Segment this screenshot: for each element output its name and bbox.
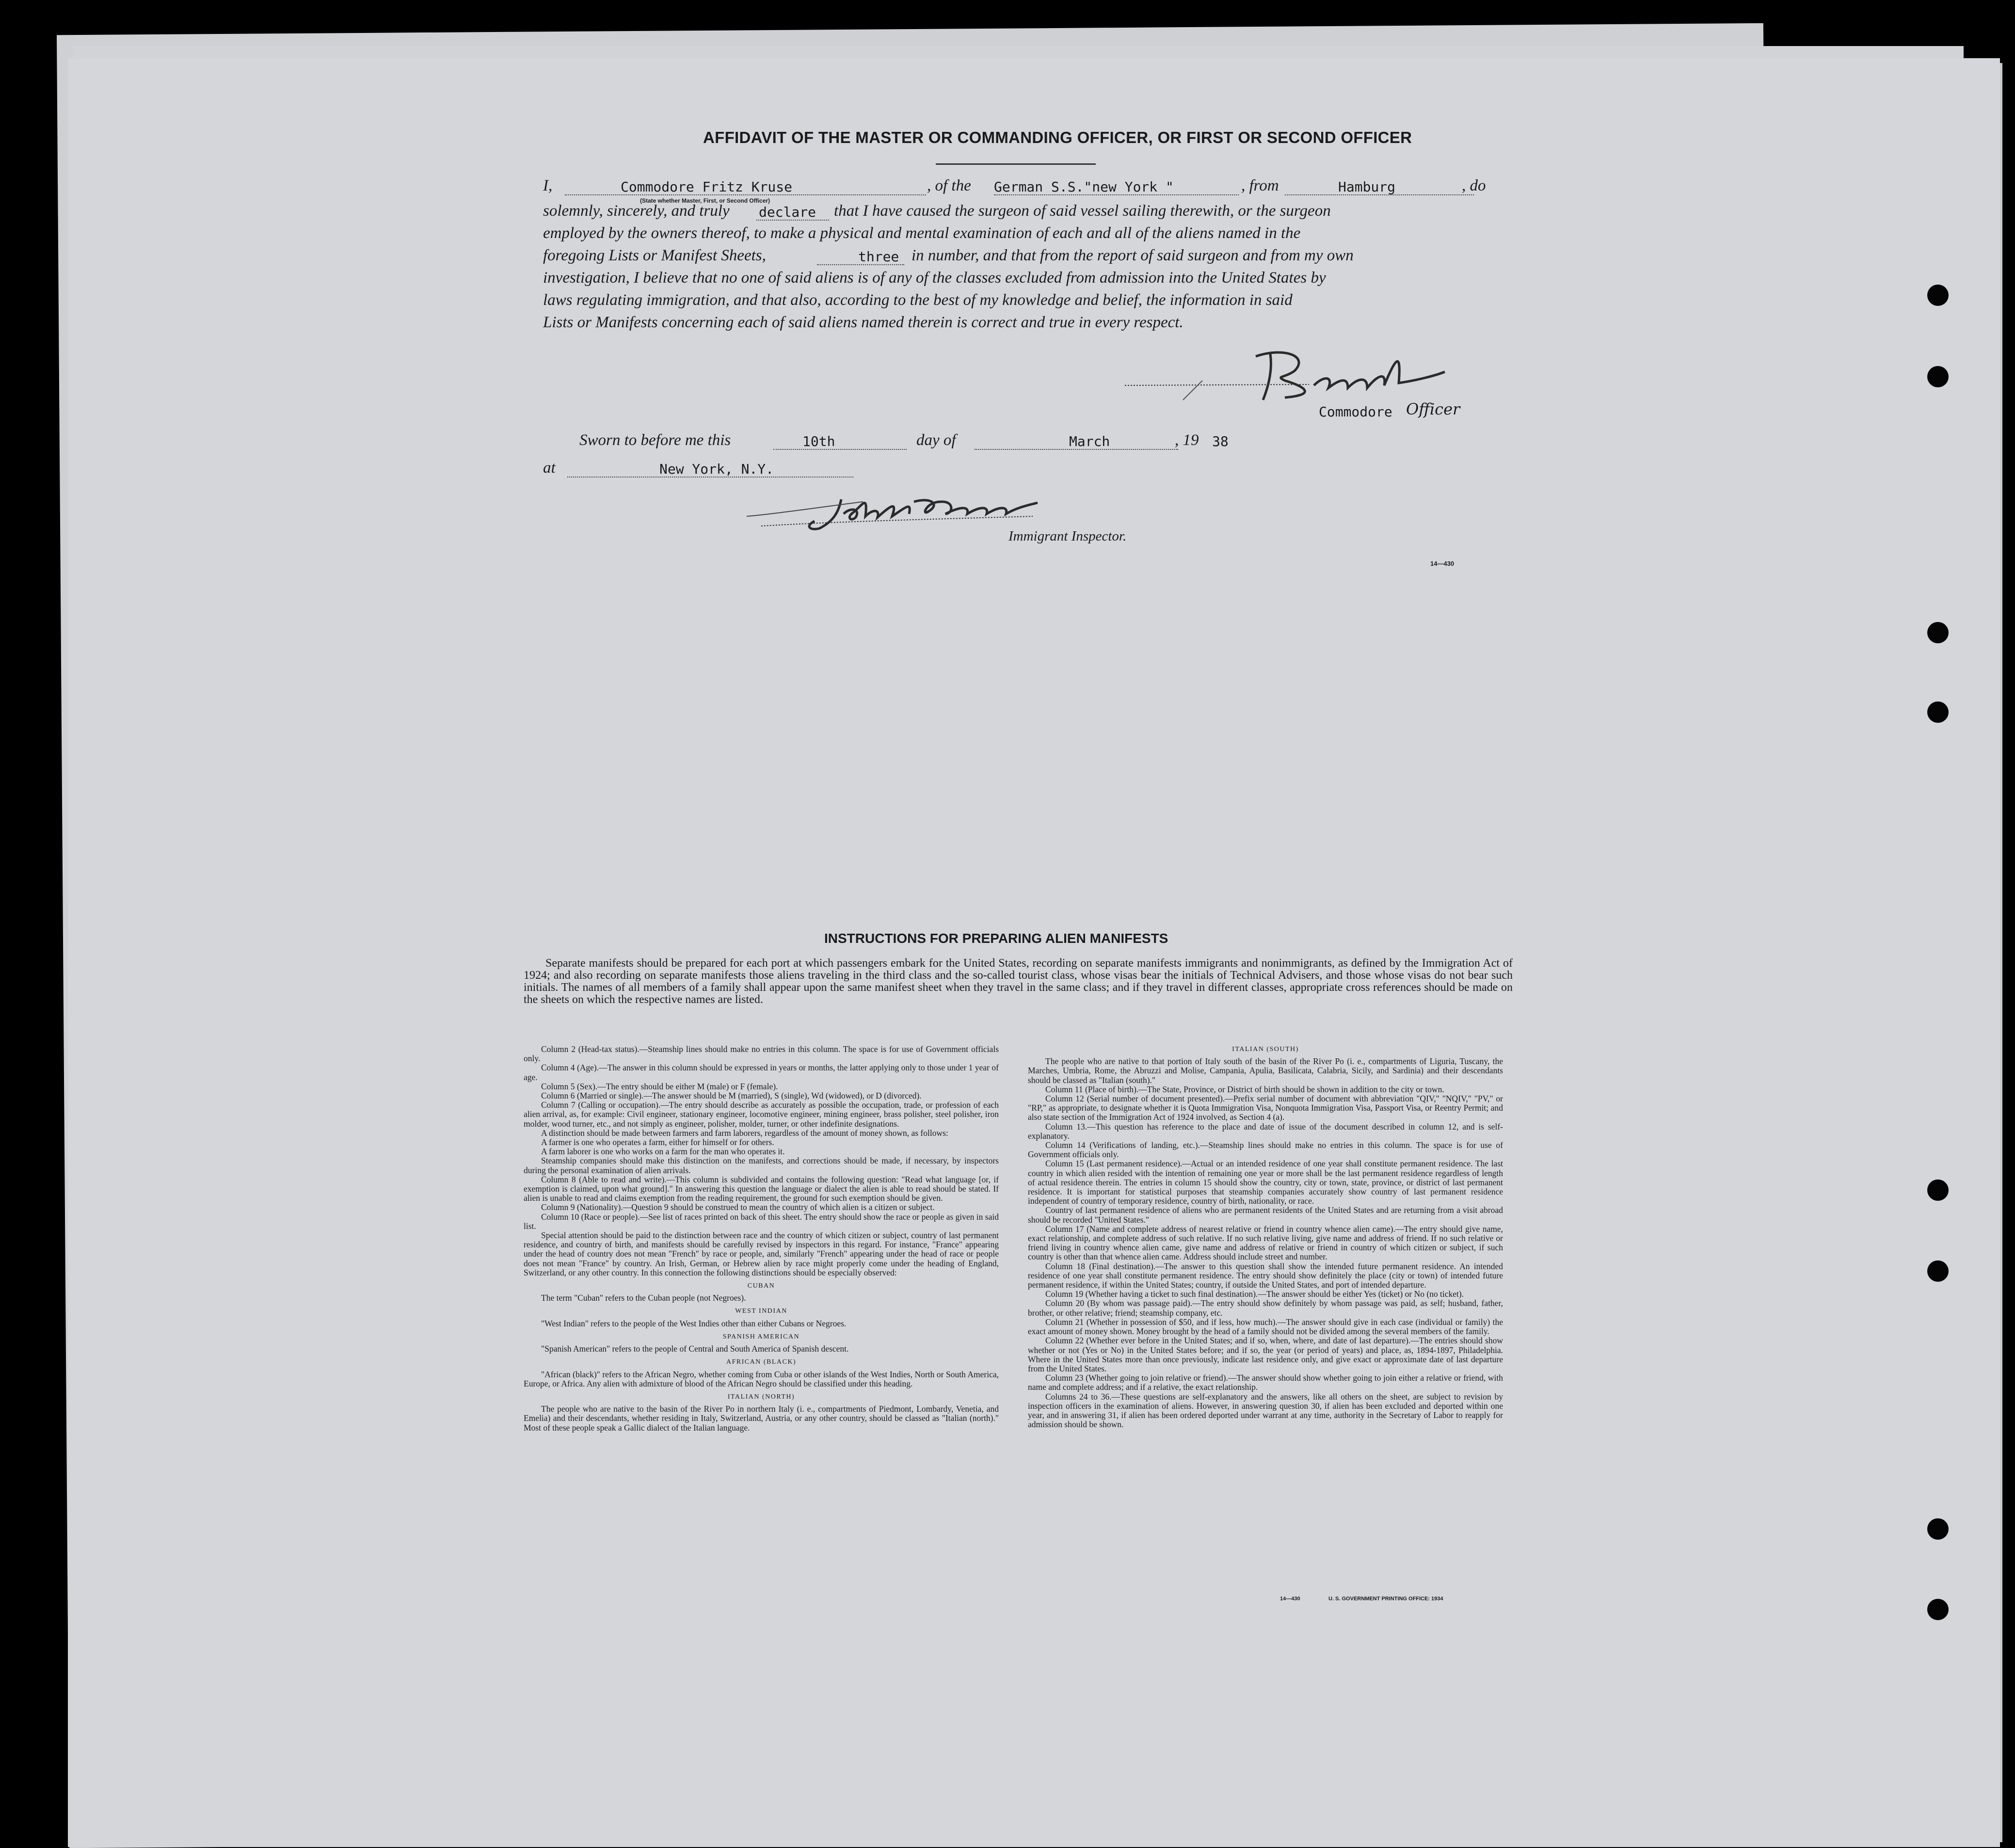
text: day of (916, 431, 956, 449)
text: in number, and that from the report of said surgeon and from my own (912, 247, 1354, 264)
officer-name: Commodore Fritz Kruse (621, 179, 793, 195)
title-rule (936, 163, 1096, 165)
paragraph: Column 10 (Race or people).—See list of races printed on back of this sheet. The entry should show the race or people as given in said list. (524, 1211, 999, 1231)
section-heading: ITALIAN (SOUTH) (1232, 1046, 1299, 1053)
inspector-label: Immigrant Inspector. (1008, 528, 1127, 544)
footer-printer: U. S. GOVERNMENT PRINTING OFFICE: 1934 (1328, 1596, 1443, 1602)
text: at (543, 459, 556, 477)
punch-hole (1927, 1179, 1949, 1201)
paragraph: A farmer is one who operates a farm, either for himself or for others. (541, 1137, 774, 1147)
sworn-year: 38 (1212, 433, 1229, 449)
instructions-right-column (1028, 1045, 1503, 1429)
paragraph: Column 14 (Verifications of landing, etc.).—Steamship lines should make no entries in this column. The space is for use of Government officials only. (1028, 1140, 1503, 1160)
paragraph: A farm laborer is one who works on a farm for the man who operates it. (541, 1147, 785, 1157)
text: , from (1241, 177, 1279, 194)
text: , 19 (1175, 431, 1199, 449)
paragraph: The people who are native to the basin of the River Po in northern Italy (i. e., compartments of Piedmont, Lombardy, Venetia, and Emelia) and their descendants, whether residing in Italy, Switzerland, Austria, or any other country, should be classed as "Italian (north)." Most of these people speak a Gallic dialect of the Italian language. (524, 1404, 999, 1433)
punch-hole (1927, 285, 1949, 306)
affidavit-line-6: laws regulating immigration, and that also, according to the best of my knowledge and belief, the information in said (543, 291, 1293, 309)
paragraph: Column 18 (Final destination).—The answer to this question shall show the intended future permanent residence. An intended residence of one year shall constitute permanent residence. The entry should show definitely the place (city or town) of intended future permanent residence, if within the United States; country, if outside the United States, and port of intended departure. (1028, 1261, 1503, 1290)
text: Sworn to before me this (579, 431, 731, 449)
paragraph: Column 12 (Serial number of document presented).—Prefix serial number of document with abbreviation "QIV," "NQIV," "PV," or "RP," as appropriate, to designate whether it is Quota Immigration Visa, Nonquota Immigration Visa, Passport Visa, or Reentry Permit; and also state section of the Immigration Act of 1924 involved, as Section 4 (a). (1028, 1094, 1503, 1122)
affidavit-title: AFFIDAVIT OF THE MASTER OR COMMANDING OFFICER, OR FIRST OR SECOND OFFICER (703, 128, 1412, 146)
punch-hole (1927, 622, 1949, 643)
sworn-day: 10th (802, 433, 835, 449)
form-number: 14—430 (1430, 560, 1455, 567)
sworn-place: New York, N.Y. (659, 461, 774, 477)
paragraph: Column 4 (Age).—The answer in this column should be expressed in years or months, the latter applying only to those under 1 year of age. (524, 1063, 999, 1082)
paragraph: Column 7 (Calling or occupation).—The entry should describe as accurately as possible the occupation, trade, or profession of each alien arrival, as, for example: Civil engineer, stationary engineer, locomotive engineer, mining engineer, brass polisher, steel polisher, iron molder, wood turner, etc., and not simply as engineer, polisher, molder, turner, or other indefinite designations. (524, 1100, 999, 1129)
punch-hole (1927, 1518, 1949, 1540)
vessel-name: German S.S."new York " (994, 179, 1174, 195)
paragraph: "Spanish American" refers to the people of Central and South America of Spanish descent. (541, 1344, 849, 1354)
text: solemnly, sincerely, and truly (543, 202, 730, 220)
declaration-verb: declare (759, 204, 816, 220)
paragraph: "African (black)" refers to the African Negro, whether coming from Cuba or other islands of the West Indies, North or South America, Europe, or Africa. Any alien with admixture of blood of the African Negro should be classified under this heading. (524, 1369, 999, 1388)
field-hint: (State whether Master, First, or Second Officer) (640, 197, 770, 204)
section-heading: WEST INDIAN (735, 1307, 787, 1315)
paragraph: Column 17 (Name and complete address of nearest relative or friend in country whence alien came).—The entry should give name, exact relationship, and complete address of such relative. If no such relative living, give name and address of friend. If no such relative or friend living in country whence alien came, give name and address of relative or friend in country of which citizen or subject, if such country is other than that whence alien came. Address should include street and number. (1028, 1224, 1503, 1262)
paragraph: "West Indian" refers to the people of the West Indies other than either Cubans or Negroes. (541, 1318, 847, 1328)
paragraph: Column 13.—This question has reference to the place and date of issue of the document described in column 12, and is self-explanatory. (1028, 1121, 1503, 1141)
instructions-intro: Separate manifests should be prepared for each port at which passengers embark for the United States, recording on separate manifests immigrants and nonimmigrants, as defined by the Immigration Act of 1924; and also recording on separate manifests those aliens traveling in the third class and the so-called tourist class, whose visas bear the initials of Technical Advisers, and those whose visas do not bear such initials. The names of all members of a family shall appear upon the same manifest sheet when they travel in the same class; and if they travel in different classes, appropriate cross references should be made on the sheets on which the respective names are listed. (524, 957, 1513, 1006)
punch-hole (1927, 701, 1949, 723)
departure-port: Hamburg (1338, 179, 1396, 195)
section-heading: AFRICAN (BLACK) (726, 1358, 797, 1366)
punch-hole (1927, 366, 1949, 387)
affidavit-line-5: investigation, I believe that no one of said aliens is of any of the classes excluded from admission into the United States by (543, 269, 1326, 287)
text: , of the (927, 177, 971, 194)
paragraph: The people who are native to that portion of Italy south of the basin of the River Po (i. e., compartments of Liguria, Tuscany, the Marches, Umbria, Rome, the Abruzzi and Molise, Campania, Apulia, Basilicata, Calabria, Sicily, and Sardinia) and their descendants should be classed as "Italian (south)." (1028, 1056, 1503, 1085)
punch-hole (1927, 1260, 1949, 1282)
paragraph: A distinction should be made between farmers and farm laborers, regardless of the amount of money shown, as follows: (541, 1128, 948, 1138)
signer-title: Commodore (1319, 404, 1392, 420)
paragraph: Column 9 (Nationality).—Question 9 should be construed to mean the country of which alien is a citizen or subject. (541, 1202, 935, 1212)
footer-form-number: 14—430 (1280, 1596, 1300, 1602)
paragraph: Column 15 (Last permanent residence).—Actual or an intended residence of one year shall constitute permanent residence. The last country in which alien resided with the intention of remaining one year or more shall be the last permanent residence regardless of length of actual residence therein. The entries in column 15 should show the country, city or town, state, province, or district of last permanent residence. It is important for statistical purposes that steamship companies accurately show country of last permanent residence independent of country of temporary residence, country of birth, nationality, or race. (1028, 1159, 1503, 1206)
master-signature (1125, 342, 1503, 405)
affidavit-line-7: Lists or Manifests concerning each of said aliens named therein is correct and true in every respect. (543, 314, 1183, 331)
paragraph: Column 6 (Married or single).—The answer should be M (married), S (single), Wd (widowed), or D (divorced). (541, 1091, 922, 1101)
text: foregoing Lists or Manifest Sheets, (543, 247, 766, 264)
text: that I have caused the surgeon of said vessel sailing therewith, or the surgeon (834, 202, 1331, 220)
paragraph: Column 19 (Whether having a ticket to such final destination).—The answer should be either Yes (ticket) or No (no ticket). (1045, 1289, 1464, 1299)
sheet-count: three (858, 249, 899, 265)
instructions-left-column (524, 1045, 999, 1433)
paragraph: Country of last permanent residence of aliens who are permanent residents of the United States and are returning from a visit abroad should be recorded "United States." (1028, 1205, 1503, 1225)
section-heading: ITALIAN (NORTH) (727, 1393, 795, 1401)
instructions-title: INSTRUCTIONS FOR PREPARING ALIEN MANIFESTS (824, 931, 1168, 946)
text: I, (543, 177, 553, 194)
paragraph: Special attention should be paid to the distinction between race and the country of which citizen or subject, country of last permanent residence, and country of birth, and manifests should be carefully revised by inspectors in this regard. For instance, "France" appearing under the head of country does not mean "French" by race or people, and, similarly "French" appearing under the head of race or people does not mean "France" by country. An Irish, German, or Hebrew alien by race might properly come under the heading of England, Switzerland, or any other country. In this connection the following distinctions should be especially observed: (524, 1230, 999, 1277)
paragraph: Column 11 (Place of birth).—The State, Province, or District of birth should be shown in addition to the city or town. (1045, 1084, 1444, 1094)
affidavit-line-3: employed by the owners thereof, to make a physical and mental examination of each and all of the aliens named in the (543, 224, 1301, 242)
fill-line (773, 449, 907, 450)
signer-title-handwritten: Officer (1406, 400, 1460, 418)
paragraph: Column 21 (Whether in possession of $50, and if less, how much).—The answer should give in each case (individual or family) the exact amount of money shown. Money brought by the head of a family should not be divided among the several members of the family. (1028, 1317, 1503, 1337)
sworn-month: March (1069, 433, 1110, 449)
paragraph: Column 2 (Head-tax status).—Steamship lines should make no entries in this column. The space is for use of Government officials only. (524, 1044, 999, 1064)
text: , do (1462, 177, 1486, 194)
paragraph: The term "Cuban" refers to the Cuban people (not Negroes). (541, 1293, 746, 1303)
paragraph: Column 20 (By whom was passage paid).—The entry should show definitely by whom passage was paid, as self; husband, father, brother, or other relative; friend; steamship company, etc. (1028, 1298, 1503, 1318)
paragraph: Column 8 (Able to read and write).—This column is subdivided and contains the following question: "Read what language [or, if exemption is claimed, upon what ground]." In answering this question the language or dialect the alien is able to read should be stated. If alien is unable to read and claims exemption from the reading requirement, the ground for such exemption should be given. (524, 1174, 999, 1203)
paragraph: Column 22 (Whether ever before in the United States; and if so, when, where, and date of last departure).—The entries should show whether or not (Yes or No) in the United States before; and if so, the year (or period of years) and place, as, 1894-1897, Philadelphia. Where in the United States more than once previously, indicate last residence only, and give exact or approximate date of last departure from the United States. (1028, 1336, 1503, 1373)
paragraph: Column 23 (Whether going to join relative or friend).—The answer should show whether going to join either a relative or friend, with name and complete address; and if a relative, the exact relationship. (1028, 1373, 1503, 1392)
paragraph: Steamship companies should make this distinction on the manifests, and corrections should be made, if necessary, by inspectors during the personal examination of alien arrivals. (524, 1156, 999, 1175)
punch-hole (1927, 1599, 1949, 1620)
paragraph: Columns 24 to 36.—These questions are self-explanatory and the answers, like all others on the sheet, are subject to revision by inspection officers in the examination of aliens. However, in answering question 30, if alien has been excluded and deported within one year, and in answering 31, if alien has been ordered deported under warrant at any time, authority in the Secretary of Labor to reapply for admission should be shown. (1028, 1391, 1503, 1430)
section-heading: SPANISH AMERICAN (722, 1333, 800, 1340)
paragraph: Column 5 (Sex).—The entry should be either M (male) or F (female). (541, 1081, 778, 1091)
section-heading: CUBAN (747, 1282, 775, 1290)
